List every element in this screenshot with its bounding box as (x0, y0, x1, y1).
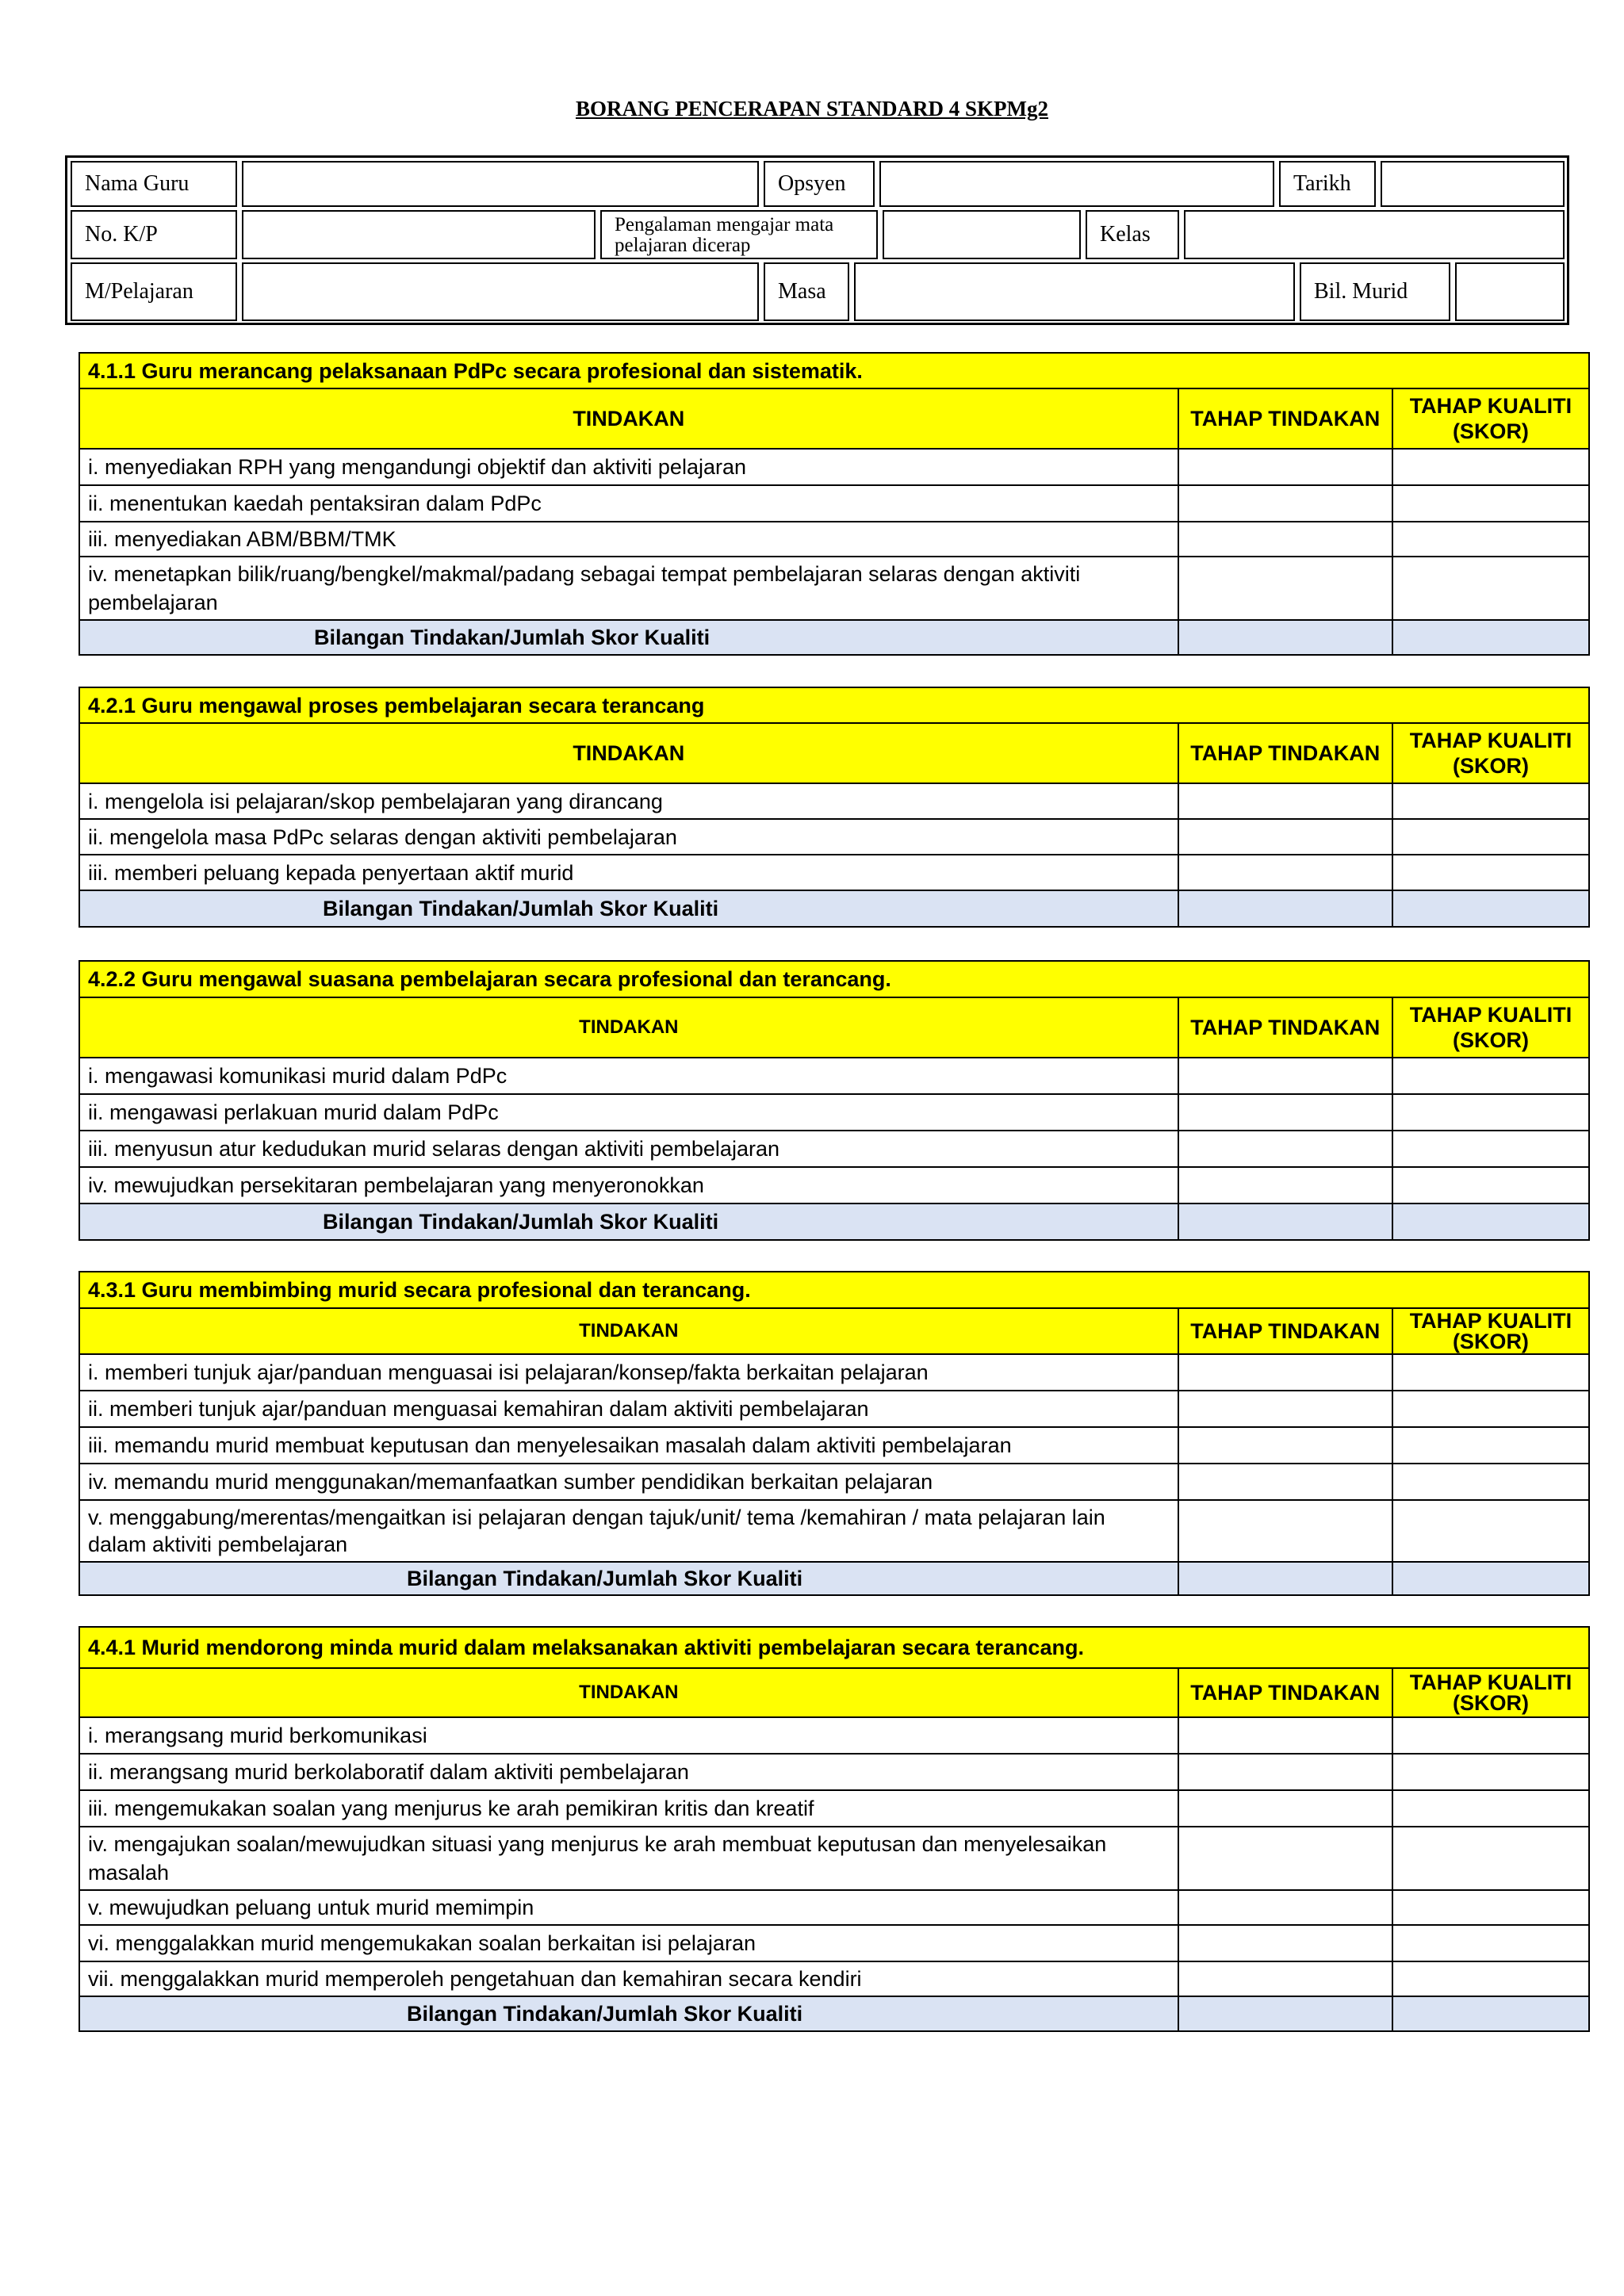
teacher-info-box (65, 155, 1569, 325)
tahap-tindakan-cell[interactable] (1178, 1790, 1392, 1827)
section-title: 4.2.1 Guru mengawal proses pembelajaran secara terancang (79, 687, 1589, 723)
section-title: 4.4.1 Murid mendorong minda murid dalam melaksanakan aktiviti pembelajaran secara terancang. (79, 1627, 1589, 1668)
opsyen-field[interactable] (879, 161, 1274, 207)
item-text: iv. memandu murid menggunakan/memanfaatkan sumber pendidikan berkaitan pelajaran (79, 1464, 1178, 1500)
tahap-kualiti-cell[interactable] (1392, 1058, 1589, 1094)
jumlah-tindakan-cell[interactable] (1178, 620, 1392, 655)
tahap-tindakan-cell[interactable] (1178, 1754, 1392, 1790)
jumlah-tindakan-cell[interactable] (1178, 1996, 1392, 2031)
col-header-tindakan: TINDAKAN (79, 1308, 1178, 1354)
item-text: i. merangsang murid berkomunikasi (79, 1717, 1178, 1754)
tahap-kualiti-cell[interactable] (1392, 1500, 1589, 1562)
tahap-kualiti-cell[interactable] (1392, 522, 1589, 557)
bil-murid-field[interactable] (1455, 262, 1565, 321)
footer-label: Bilangan Tindakan/Jumlah Skor Kualiti (79, 620, 1178, 655)
tahap-tindakan-cell[interactable] (1178, 855, 1392, 890)
item-text: i. mengawasi komunikasi murid dalam PdPc (79, 1058, 1178, 1094)
tahap-kualiti-cell[interactable] (1392, 1827, 1589, 1890)
item-text: v. mewujudkan peluang untuk murid memimpin (79, 1890, 1178, 1925)
item-text: i. menyediakan RPH yang mengandungi objektif dan aktiviti pelajaran (79, 449, 1178, 485)
item-text: iv. mewujudkan persekitaran pembelajaran yang menyeronokkan (79, 1167, 1178, 1203)
item-text: iii. menyediakan ABM/BBM/TMK (79, 522, 1178, 557)
tahap-tindakan-cell[interactable] (1178, 485, 1392, 522)
tahap-kualiti-cell[interactable] (1392, 449, 1589, 485)
mpelajaran-field[interactable] (242, 262, 759, 321)
tahap-kualiti-cell[interactable] (1392, 557, 1589, 620)
item-text: ii. mengelola masa PdPc selaras dengan aktiviti pembelajaran (79, 819, 1178, 855)
tahap-tindakan-cell[interactable] (1178, 1890, 1392, 1925)
tahap-tindakan-cell[interactable] (1178, 1391, 1392, 1427)
label-kelas: Kelas (1086, 210, 1179, 259)
nama-guru-field[interactable] (242, 161, 759, 207)
tahap-kualiti-cell[interactable] (1392, 1925, 1589, 1961)
tahap-tindakan-cell[interactable] (1178, 1167, 1392, 1203)
col-header-tindakan: TINDAKAN (79, 723, 1178, 783)
tahap-kualiti-cell[interactable] (1392, 1717, 1589, 1754)
label-nama-guru: Nama Guru (71, 161, 237, 207)
label-pengalaman: Pengalaman mengajar mata pelajaran dicerap (600, 210, 878, 259)
section-title: 4.2.2 Guru mengawal suasana pembelajaran secara profesional dan terancang. (79, 961, 1589, 997)
item-text: iv. menetapkan bilik/ruang/bengkel/makmal/padang sebagai tempat pembelajaran selaras dengan aktiviti pembelajaran (79, 557, 1178, 620)
item-text: vi. menggalakkan murid mengemukakan soalan berkaitan isi pelajaran (79, 1925, 1178, 1961)
label-mpelajaran: M/Pelajaran (71, 262, 237, 321)
tahap-kualiti-cell[interactable] (1392, 1427, 1589, 1464)
footer-label: Bilangan Tindakan/Jumlah Skor Kualiti (79, 1203, 1178, 1240)
col-header-tahap-tindakan: TAHAP TINDAKAN (1178, 388, 1392, 449)
tahap-kualiti-cell[interactable] (1392, 1961, 1589, 1996)
col-header-tahap-tindakan: TAHAP TINDAKAN (1178, 1308, 1392, 1354)
tahap-tindakan-cell[interactable] (1178, 1354, 1392, 1391)
jumlah-skor-cell[interactable] (1392, 1996, 1589, 2031)
jumlah-tindakan-cell[interactable] (1178, 890, 1392, 927)
tahap-kualiti-cell[interactable] (1392, 1131, 1589, 1167)
tahap-tindakan-cell[interactable] (1178, 557, 1392, 620)
tahap-tindakan-cell[interactable] (1178, 522, 1392, 557)
tahap-tindakan-cell[interactable] (1178, 449, 1392, 485)
jumlah-skor-cell[interactable] (1392, 890, 1589, 927)
col-header-tindakan: TINDAKAN (79, 388, 1178, 449)
item-text: i. mengelola isi pelajaran/skop pembelajaran yang dirancang (79, 783, 1178, 819)
label-masa: Masa (764, 262, 849, 321)
item-text: ii. mengawasi perlakuan murid dalam PdPc (79, 1094, 1178, 1131)
footer-label: Bilangan Tindakan/Jumlah Skor Kualiti (79, 890, 1178, 927)
col-header-tahap-kualiti: TAHAP KUALITI (SKOR) (1392, 1308, 1589, 1354)
item-text: iii. memandu murid membuat keputusan dan menyelesaikan masalah dalam aktiviti pembelajaran (79, 1427, 1178, 1464)
tahap-tindakan-cell[interactable] (1178, 1058, 1392, 1094)
jumlah-tindakan-cell[interactable] (1178, 1562, 1392, 1595)
tarikh-field[interactable] (1381, 161, 1565, 207)
masa-field[interactable] (854, 262, 1295, 321)
item-text: iii. mengemukakan soalan yang menjurus ke arah pemikiran kritis dan kreatif (79, 1790, 1178, 1827)
col-header-tindakan: TINDAKAN (79, 1668, 1178, 1717)
tahap-kualiti-cell[interactable] (1392, 1391, 1589, 1427)
tahap-tindakan-cell[interactable] (1178, 1500, 1392, 1562)
section-4-1-1 (79, 352, 1590, 656)
tahap-tindakan-cell[interactable] (1178, 1961, 1392, 1996)
jumlah-tindakan-cell[interactable] (1178, 1203, 1392, 1240)
item-text: ii. menentukan kaedah pentaksiran dalam PdPc (79, 485, 1178, 522)
col-header-tahap-tindakan: TAHAP TINDAKAN (1178, 997, 1392, 1058)
tahap-tindakan-cell[interactable] (1178, 1717, 1392, 1754)
tahap-kualiti-cell[interactable] (1392, 1464, 1589, 1500)
label-bil-murid: Bil. Murid (1300, 262, 1450, 321)
col-header-tahap-tindakan: TAHAP TINDAKAN (1178, 723, 1392, 783)
jumlah-skor-cell[interactable] (1392, 1562, 1589, 1595)
label-no-kp: No. K/P (71, 210, 237, 259)
no-kp-field[interactable] (242, 210, 596, 259)
tahap-tindakan-cell[interactable] (1178, 1827, 1392, 1890)
col-header-tahap-tindakan: TAHAP TINDAKAN (1178, 1668, 1392, 1717)
tahap-kualiti-cell[interactable] (1392, 783, 1589, 819)
tahap-tindakan-cell[interactable] (1178, 819, 1392, 855)
col-header-tahap-kualiti: TAHAP KUALITI (SKOR) (1392, 1668, 1589, 1717)
item-text: iii. memberi peluang kepada penyertaan aktif murid (79, 855, 1178, 890)
col-header-tahap-kualiti: TAHAP KUALITI (SKOR) (1392, 723, 1589, 783)
item-text: ii. memberi tunjuk ajar/panduan menguasai kemahiran dalam aktiviti pembelajaran (79, 1391, 1178, 1427)
jumlah-skor-cell[interactable] (1392, 1203, 1589, 1240)
section-title: 4.1.1 Guru merancang pelaksanaan PdPc secara profesional dan sistematik. (79, 353, 1589, 388)
item-text: i. memberi tunjuk ajar/panduan menguasai isi pelajaran/konsep/fakta berkaitan pelajaran (79, 1354, 1178, 1391)
tahap-kualiti-cell[interactable] (1392, 1754, 1589, 1790)
footer-label: Bilangan Tindakan/Jumlah Skor Kualiti (79, 1996, 1178, 2031)
item-text: iv. mengajukan soalan/mewujudkan situasi yang menjurus ke arah membuat keputusan dan menyelesaikan masalah (79, 1827, 1178, 1890)
tahap-tindakan-cell[interactable] (1178, 1094, 1392, 1131)
section-4-4-1 (79, 1626, 1590, 2032)
col-header-tahap-kualiti: TAHAP KUALITI (SKOR) (1392, 388, 1589, 449)
footer-label: Bilangan Tindakan/Jumlah Skor Kualiti (79, 1562, 1178, 1595)
item-text: iii. menyusun atur kedudukan murid selaras dengan aktiviti pembelajaran (79, 1131, 1178, 1167)
col-header-tindakan: TINDAKAN (79, 997, 1178, 1058)
jumlah-skor-cell[interactable] (1392, 620, 1589, 655)
kelas-field[interactable] (1184, 210, 1565, 259)
section-4-2-2 (79, 960, 1590, 1241)
label-opsyen: Opsyen (764, 161, 875, 207)
col-header-tahap-kualiti: TAHAP KUALITI (SKOR) (1392, 997, 1589, 1058)
item-text: ii. merangsang murid berkolaboratif dalam aktiviti pembelajaran (79, 1754, 1178, 1790)
tahap-tindakan-cell[interactable] (1178, 1925, 1392, 1961)
item-text: v. menggabung/merentas/mengaitkan isi pelajaran dengan tajuk/unit/ tema /kemahiran / mata pelajaran lain dalam aktiviti pembelajaran (79, 1500, 1178, 1562)
tahap-kualiti-cell[interactable] (1392, 1167, 1589, 1203)
tahap-kualiti-cell[interactable] (1392, 1094, 1589, 1131)
section-4-3-1 (79, 1271, 1590, 1596)
tahap-tindakan-cell[interactable] (1178, 783, 1392, 819)
section-4-2-1 (79, 687, 1590, 928)
label-tarikh: Tarikh (1279, 161, 1376, 207)
tahap-tindakan-cell[interactable] (1178, 1464, 1392, 1500)
tahap-kualiti-cell[interactable] (1392, 855, 1589, 890)
tahap-kualiti-cell[interactable] (1392, 819, 1589, 855)
page-title: BORANG PENCERAPAN STANDARD 4 SKPMg2 (575, 97, 1048, 121)
tahap-kualiti-cell[interactable] (1392, 485, 1589, 522)
item-text: vii. menggalakkan murid memperoleh pengetahuan dan kemahiran secara kendiri (79, 1961, 1178, 1996)
tahap-tindakan-cell[interactable] (1178, 1427, 1392, 1464)
tahap-tindakan-cell[interactable] (1178, 1131, 1392, 1167)
tahap-kualiti-cell[interactable] (1392, 1354, 1589, 1391)
tahap-kualiti-cell[interactable] (1392, 1790, 1589, 1827)
pengalaman-field[interactable] (883, 210, 1081, 259)
tahap-kualiti-cell[interactable] (1392, 1890, 1589, 1925)
section-title: 4.3.1 Guru membimbing murid secara profesional dan terancang. (79, 1272, 1589, 1308)
